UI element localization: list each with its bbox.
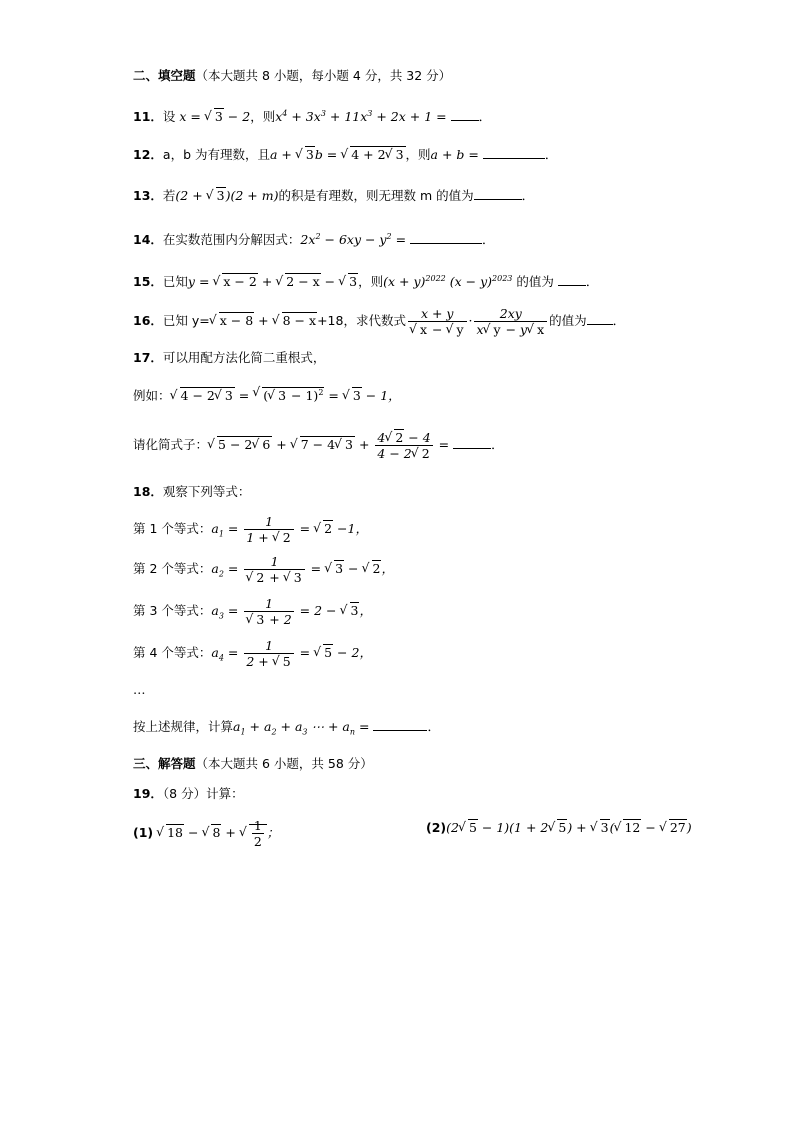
equation-row bbox=[133, 594, 372, 634]
math-expr: $(x + y)^{2022}$ $(x - y)^{2023}$ bbox=[383, 274, 513, 290]
math-expr: x = √ 3 − 2 bbox=[179, 109, 250, 124]
question-text: ，则 bbox=[405, 147, 431, 162]
question-text: 的积是有理数，则无理数 m 的值为 bbox=[278, 188, 474, 203]
math-expr: (2√ 5 − 1)(1 + 2√ 5) + √ 3(√ 12 − √ 27) bbox=[446, 820, 691, 835]
answer-blank[interactable] bbox=[587, 312, 613, 325]
math-expr: $a_3$ = 1 √ 3 + 2 = 2 − √ 3， bbox=[211, 603, 372, 618]
question-text: 在实数范围内分解因式： bbox=[162, 232, 301, 248]
question-17 bbox=[133, 350, 325, 366]
math-expr: a + √ 3b = √ 4 + 2√ 3 bbox=[270, 147, 406, 162]
equation-label: 第 3 个等式： bbox=[133, 603, 212, 618]
math-expr: $a_1 + a_2 + a_3$ ⋯ + $a_n$ = bbox=[233, 719, 374, 737]
question-14 bbox=[133, 229, 495, 248]
section-2-note: （本大题共 8 小题，每小题 4 分，共 32 分） bbox=[195, 68, 452, 83]
period: ． bbox=[482, 232, 495, 248]
answer-blank[interactable] bbox=[451, 108, 479, 121]
question-text: +18，求代数式 bbox=[317, 313, 406, 328]
question-number: 12． bbox=[133, 147, 163, 162]
equation-label: 第 2 个等式： bbox=[133, 561, 212, 576]
question-15 bbox=[133, 271, 598, 290]
period: ． bbox=[585, 274, 599, 290]
math-expr: √ 5 − 2√ 6 + √ 7 − 4√ 3 + $\frac{4√ 2 - 4}{4 - 2√ 2}$ = bbox=[208, 437, 453, 452]
question-text: （8 分）计算： bbox=[162, 786, 244, 801]
question-number: 15． bbox=[133, 274, 163, 290]
equation-label: 第 1 个等式： bbox=[133, 521, 212, 536]
question-18 bbox=[133, 484, 250, 500]
section-2-header bbox=[133, 68, 451, 84]
answer-blank[interactable] bbox=[474, 187, 522, 200]
ellipsis bbox=[133, 682, 146, 698]
period: ． bbox=[521, 188, 535, 203]
question-19-part-2 bbox=[426, 820, 692, 836]
question-number: 11． bbox=[133, 109, 163, 125]
question-text: a，b 为有理数，且 bbox=[162, 147, 270, 162]
question-17-ask bbox=[133, 428, 504, 462]
question-number: 14． bbox=[133, 232, 163, 248]
math-expr: $a_2$ = 1 √ 2 + √ 3 = √ 3 − √ 2， bbox=[211, 561, 394, 576]
answer-blank[interactable] bbox=[558, 273, 586, 286]
question-11 bbox=[133, 106, 491, 125]
section-3-note: （本大题共 6 小题，共 58 分） bbox=[195, 756, 373, 771]
period: ． bbox=[491, 437, 504, 452]
question-number: 16． bbox=[133, 313, 163, 328]
equation-row bbox=[133, 512, 368, 552]
answer-blank[interactable] bbox=[410, 231, 482, 244]
question-19 bbox=[133, 786, 244, 802]
question-19-part-1 bbox=[133, 818, 279, 849]
math-expr: (2 + √ 3)(2 + m) bbox=[175, 188, 278, 203]
math-expr: a + b = bbox=[430, 147, 483, 162]
fraction: $\frac{2xy}{x√ y - y√ x}$ bbox=[474, 306, 547, 337]
equation-label: 第 4 个等式： bbox=[133, 645, 212, 660]
equation-row bbox=[133, 552, 394, 592]
question-text: 的值为 bbox=[549, 313, 587, 328]
math-expr: √ 4 − 2√ 3 = √ (√ 3 − 1)$^2$ = √ 3 − 1， bbox=[171, 388, 401, 403]
question-17-example bbox=[133, 385, 401, 404]
question-text: 观察下列等式： bbox=[162, 484, 251, 499]
section-3-title: 三、解答题 bbox=[133, 756, 196, 771]
question-text: 按上述规律，计算 bbox=[133, 719, 234, 734]
question-text: 若 bbox=[162, 188, 176, 203]
period: ． bbox=[478, 109, 492, 125]
question-16: 16．已知 y=√ x − 8 + √ 8 − x+18，求代数式 x + y √ x − √ y · $\frac{2xy}{x√ y - y√ x}$ 的值为 ． bbox=[133, 306, 625, 337]
fraction: x + y √ x − √ y bbox=[408, 306, 467, 337]
question-18-ask bbox=[133, 718, 440, 741]
question-text: 已知 y= bbox=[162, 313, 210, 328]
math-expr: √ 18 − √ 8 + √ $\frac{1}{2}$ ； bbox=[157, 825, 279, 840]
question-text: 可以用配方法化简二重根式， bbox=[162, 350, 326, 365]
math-expr: $2x^2 - 6xy - y^2$ = bbox=[300, 232, 411, 248]
math-expr: $x^4 + 3x^3 + 11x^3 + 2x + 1$ = bbox=[275, 109, 451, 125]
math-expr: √ x − 8 + √ 8 − x bbox=[210, 313, 317, 328]
math-expr: $a_1$ = $\frac{1}{1 + √ 2}$ = √ 2 −1， bbox=[211, 521, 368, 536]
question-number: 13． bbox=[133, 188, 163, 203]
question-text: 的值为 bbox=[516, 274, 554, 290]
ellipsis-text: … bbox=[133, 682, 146, 697]
question-text: 已知 bbox=[162, 274, 188, 290]
math-expr: y = √ x − 2 + √ 2 − x − √ 3 bbox=[188, 274, 358, 289]
period: ． bbox=[427, 719, 440, 734]
equation-row bbox=[133, 636, 372, 676]
answer-blank[interactable] bbox=[483, 146, 545, 159]
question-12 bbox=[133, 146, 557, 163]
part-label: (1) bbox=[133, 825, 154, 840]
question-text: ，则 bbox=[358, 274, 384, 290]
question-text: ，则 bbox=[250, 109, 276, 125]
question-number: 19． bbox=[133, 786, 163, 801]
math-expr: $a_4$ = $\frac{1}{2 + √ 5}$ = √ 5 − 2， bbox=[211, 645, 372, 660]
answer-blank[interactable] bbox=[453, 436, 491, 449]
example-label: 例如： bbox=[133, 388, 171, 404]
question-13 bbox=[133, 187, 534, 204]
period: ． bbox=[612, 313, 626, 328]
section-3-header bbox=[133, 756, 373, 772]
question-text: 设 bbox=[162, 109, 180, 125]
section-2-title: 二、填空题 bbox=[133, 68, 196, 83]
period: ． bbox=[544, 147, 558, 162]
question-number: 17． bbox=[133, 350, 163, 365]
ask-label: 请化简式子： bbox=[133, 437, 209, 452]
question-number: 18． bbox=[133, 484, 163, 499]
part-label: (2) bbox=[426, 820, 447, 835]
answer-blank[interactable] bbox=[373, 718, 427, 731]
